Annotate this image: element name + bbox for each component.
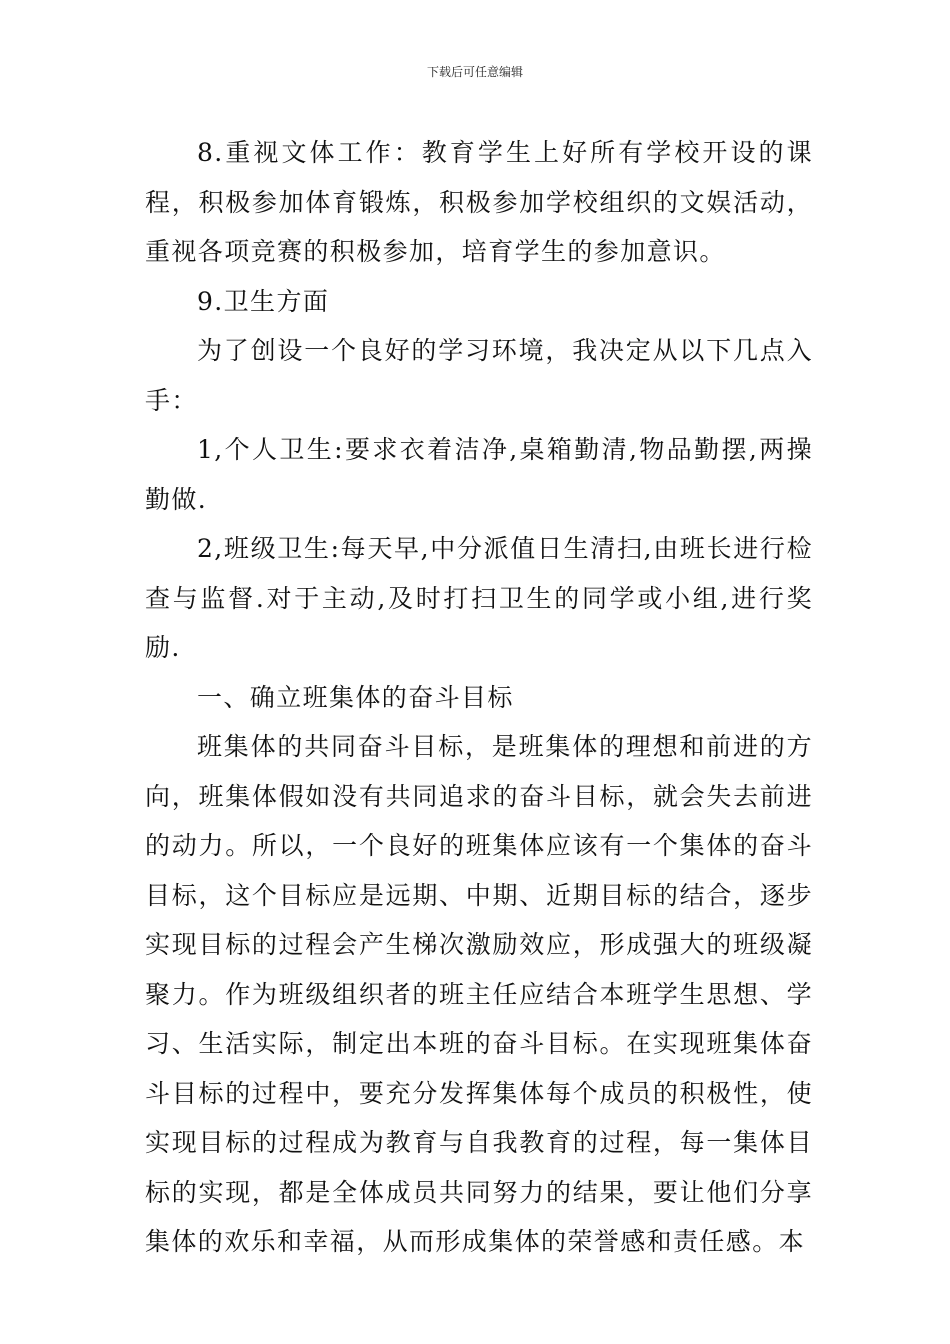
paragraph-class-hygiene: 2,班级卫生:每天早,中分派值日生清扫,由班长进行检查与监督.对于主动,及时打扫卫生的同学或小组,进行奖励. — [145, 534, 813, 662]
document-body — [145, 128, 813, 1267]
paragraph-hygiene-heading: 9.卫生方面 — [197, 286, 330, 316]
paragraph-culture-sports: 8.重视文体工作：教育学生上好所有学校开设的课程，积极参加体育锻炼，积极参加学校组织的文娱活动，重视各项竞赛的积极参加，培育学生的参加意识。 — [145, 138, 813, 266]
paragraph-class-goals: 班集体的共同奋斗目标，是班集体的理想和前进的方向，班集体假如没有共同追求的奋斗目标，就会失去前进的动力。所以，一个良好的班集体应该有一个集体的奋斗目标，这个目标应是远期、中期、近期目标的结合，逐步实现目标的过程会产生梯次激励效应，形成强大的班级凝聚力。作为班级组织者的班主任应结合本班学生思想、学习、生活实际，制定出本班的奋斗目标。在实现班集体奋斗目标的过程中，要充分发挥集体每个成员的积极性，使实现目标的过程成为教育与自我教育的过程，每一集体目标的实现，都是全体成员共同努力的结果，要让他们分享集体的欢乐和幸福，从而形成集体的荣誉感和责任感。本 — [145, 732, 813, 1256]
paragraph-hygiene-intro: 为了创设一个良好的学习环境，我决定从以下几点入手： — [145, 336, 813, 415]
section-heading-goals: 一、确立班集体的奋斗目标 — [197, 682, 514, 712]
paragraph-personal-hygiene: 1,个人卫生:要求衣着洁净,桌箱勤清,物品勤摆,两操勤做. — [145, 435, 813, 514]
page-header-note: 下载后可任意编辑 — [426, 65, 523, 79]
